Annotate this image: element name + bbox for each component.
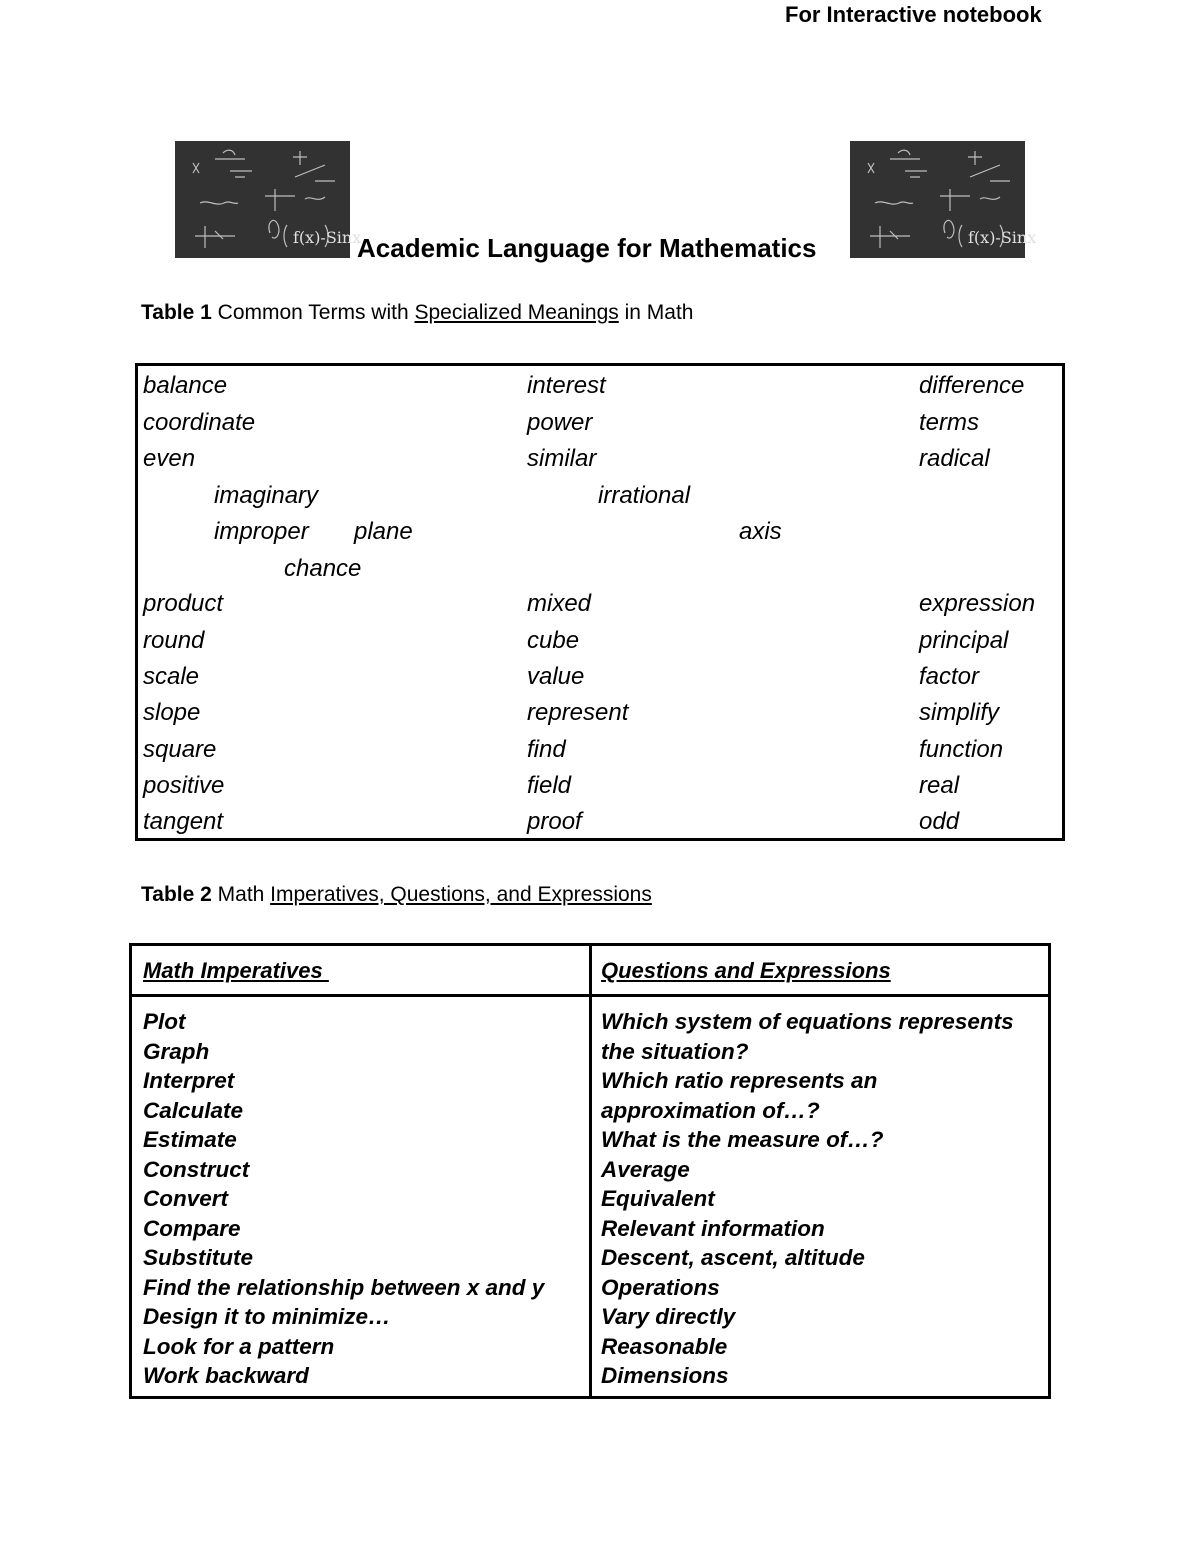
imperative-item: Compare (143, 1215, 241, 1241)
term-cell: power (527, 409, 593, 436)
term-cell: balance (143, 372, 228, 399)
imperatives-table (129, 943, 1051, 1399)
term-cell: square (143, 736, 217, 763)
question-item: the situation? (601, 1038, 749, 1064)
question-item: Operations (601, 1274, 720, 1300)
table2-caption-pre: Math (211, 883, 271, 906)
imperative-item: Find the relationship between x and y (143, 1274, 545, 1300)
term-cell: factor (919, 663, 980, 690)
term-cell: coordinate (143, 409, 256, 436)
question-item: Vary directly (601, 1304, 736, 1329)
terms-table (135, 363, 1065, 841)
header-note: For Interactive notebook (785, 2, 1042, 27)
imperative-item: Calculate (143, 1097, 244, 1123)
imperative-item: Interpret (143, 1068, 235, 1093)
term-cell: product (143, 590, 224, 617)
chalkboard-math-image-left (175, 141, 362, 258)
questions-expressions-header: Questions and Expressions (601, 958, 891, 983)
term-cell: improper (214, 518, 309, 545)
column-divider (589, 946, 592, 1396)
term-cell: tangent (143, 808, 224, 835)
term-cell: proof (527, 808, 582, 835)
term-cell: mixed (527, 590, 592, 617)
document-title: Academic Language for Mathematics (357, 233, 817, 263)
term-cell: radical (919, 445, 990, 472)
imperative-item: Substitute (143, 1245, 253, 1270)
term-cell: principal (919, 627, 1009, 654)
table1-caption (141, 301, 693, 325)
question-item: Which system of equations represents (601, 1009, 1014, 1034)
imperative-item: Design it to minimize… (143, 1304, 391, 1329)
math-imperatives-header: Math Imperatives (143, 958, 329, 983)
chalkboard-math-image-right (850, 141, 1037, 258)
term-cell: function (919, 736, 1004, 763)
imperative-item: Plot (143, 1009, 186, 1034)
question-item: Dimensions (601, 1363, 729, 1388)
table1-label: Table 1 (141, 301, 212, 324)
term-cell: field (527, 772, 572, 799)
term-cell: slope (143, 699, 201, 726)
term-cell: cube (527, 627, 580, 654)
term-cell: simplify (919, 699, 1000, 726)
term-cell: irrational (598, 482, 691, 509)
table2-caption-underlined: Imperatives, Questions, and Expressions (270, 883, 652, 906)
header-divider (132, 994, 1048, 997)
term-cell: expression (919, 590, 1036, 617)
term-cell: axis (739, 518, 782, 545)
question-item: approximation of…? (601, 1097, 820, 1123)
imperative-item: Graph (143, 1038, 210, 1064)
term-cell: find (527, 736, 566, 763)
imperatives-list (143, 1007, 544, 1391)
imperative-item: Work backward (143, 1363, 309, 1388)
term-cell: scale (143, 663, 200, 690)
question-item: Average (601, 1156, 690, 1182)
question-item: Descent, ascent, altitude (601, 1245, 865, 1270)
table1-caption-underlined: Specialized Meanings (414, 301, 619, 324)
term-cell: terms (919, 409, 979, 436)
term-cell: imaginary (214, 482, 319, 509)
table1-caption-pre: Common Terms with (211, 301, 415, 324)
term-cell: similar (527, 445, 597, 472)
term-cell: represent (527, 699, 629, 726)
term-cell: round (143, 627, 205, 654)
svg-text:f(x)-Sinx: f(x)-Sinx (968, 228, 1037, 247)
term-cell: real (919, 772, 960, 799)
term-cell: even (143, 445, 196, 472)
svg-text:f(x)-Sinx: f(x)-Sinx (293, 228, 362, 247)
question-item: What is the measure of…? (601, 1127, 884, 1152)
questions-list (601, 1007, 1014, 1391)
term-cell: positive (143, 772, 225, 799)
term-cell: value (527, 663, 585, 690)
term-cell: difference (919, 372, 1025, 399)
table1-caption-post: in Math (618, 301, 694, 324)
question-item: Equivalent (601, 1186, 715, 1211)
imperative-item: Convert (143, 1186, 229, 1211)
term-cell: interest (527, 372, 606, 399)
table2-caption (141, 883, 652, 907)
term-cell: plane (354, 518, 413, 545)
imperative-item: Estimate (143, 1127, 237, 1152)
question-item: Relevant information (601, 1215, 825, 1241)
term-cell: odd (919, 808, 960, 835)
imperative-item: Look for a pattern (143, 1333, 335, 1359)
term-cell: chance (284, 555, 362, 582)
imperative-item: Construct (143, 1156, 250, 1182)
question-item: Which ratio represents an (601, 1068, 878, 1093)
question-item: Reasonable (601, 1333, 728, 1359)
table2-label: Table 2 (141, 883, 212, 906)
